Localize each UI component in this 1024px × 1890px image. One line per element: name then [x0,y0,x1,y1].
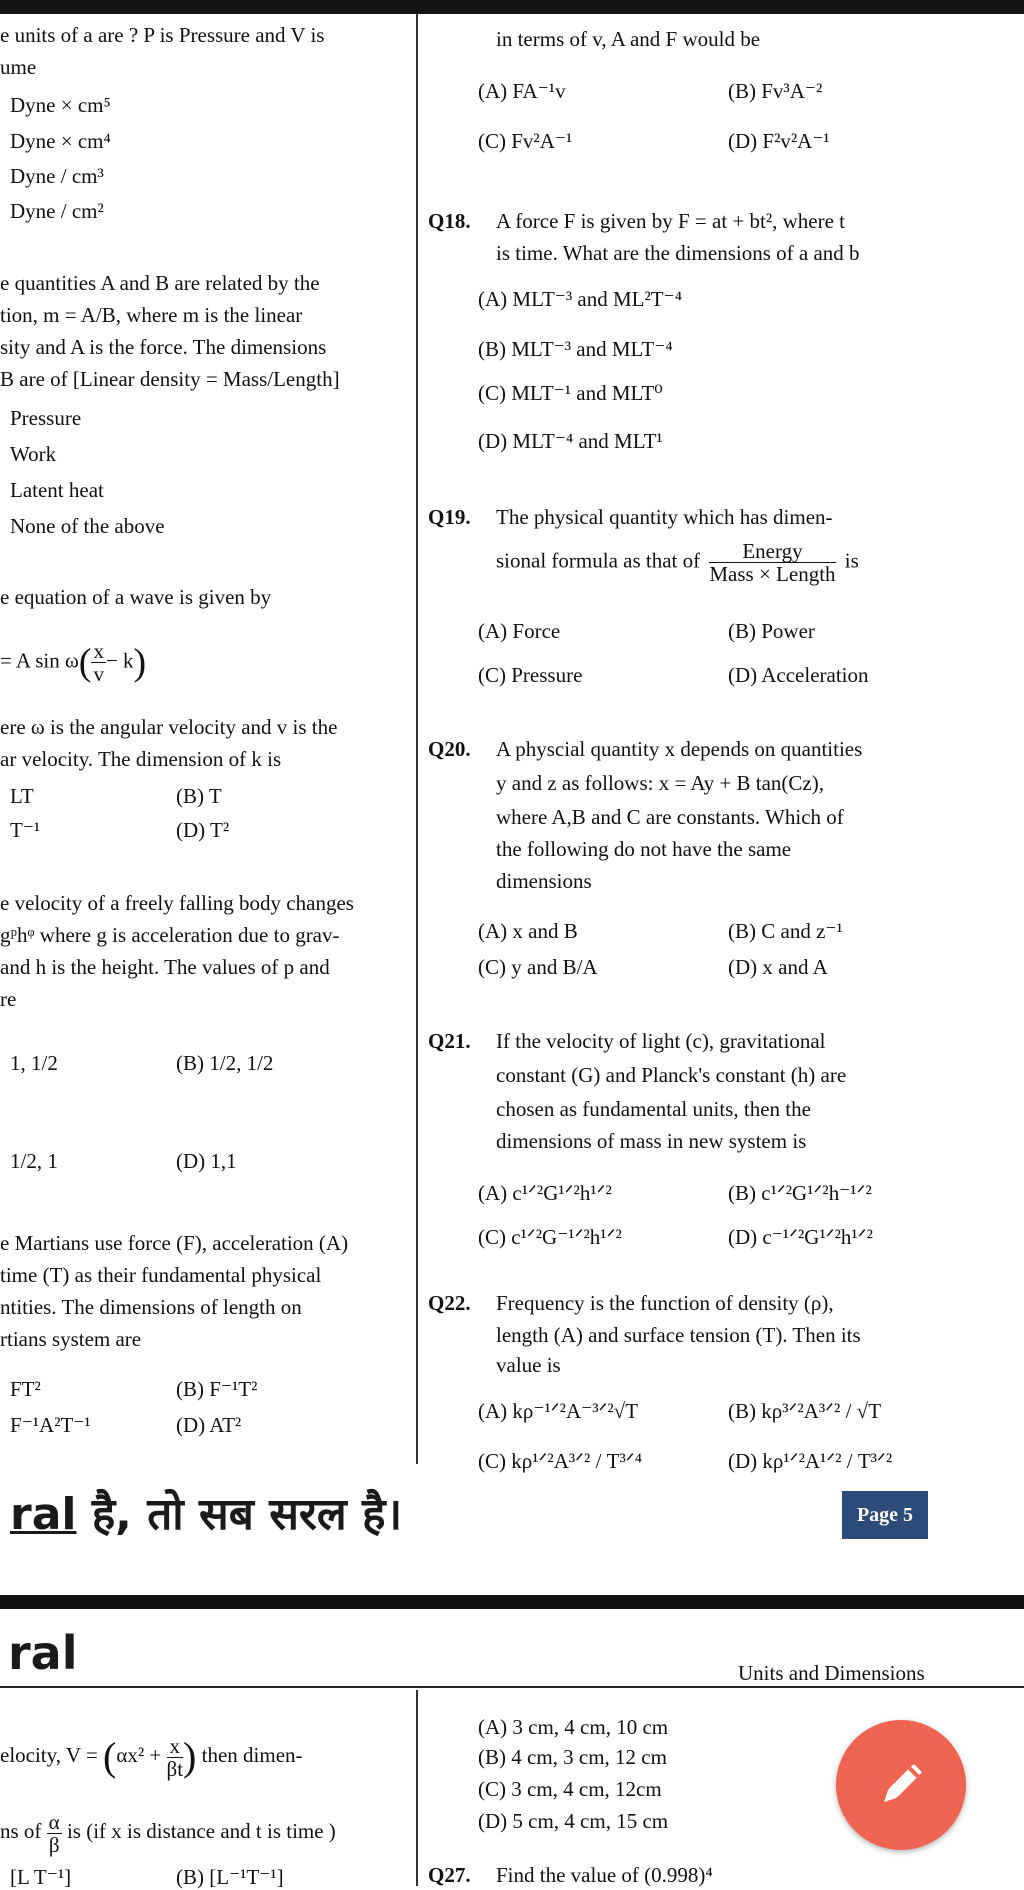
option: (B) 1/2, 1/2 [176,1051,274,1075]
option: None of the above [10,514,165,538]
question-text: Find the value of (0.998)⁴ [496,1863,713,1887]
header-rule [0,1686,1024,1688]
page-separator-bar [0,1595,1024,1609]
option: (C) y and B/A [478,955,598,979]
question-number: Q21. [428,1029,471,1053]
question-text: ere ω is the angular velocity and v is the [0,715,338,739]
question-text: elocity, V = (αx² + $\frac{x}{\beta t}$ ) then dimen- [0,1733,303,1781]
question-number: Q18. [428,209,471,233]
brand-logo-text: ral [8,1626,78,1680]
question-text: chosen as fundamental units, then the [496,1097,811,1121]
option: Pressure [10,406,82,430]
option: (D) kρ¹ᐟ²A¹ᐟ² / T³ᐟ² [728,1449,893,1473]
question-text: The physical quantity which has dimen- [496,505,833,529]
option: T⁻¹ [10,818,41,842]
option: Work [10,442,57,466]
option: (B) C and z⁻¹ [728,919,843,943]
option: (B) F⁻¹T² [176,1377,258,1401]
option: (C) MLT⁻¹ and MLT⁰ [478,381,663,405]
option: (B) c¹ᐟ²G¹ᐟ²h⁻¹ᐟ² [728,1181,872,1205]
question-text: dimensions [496,869,592,893]
option: LT [10,784,34,808]
question-text: rtians system are [0,1327,142,1351]
question-text: constant (G) and Planck's constant (h) are [496,1063,847,1087]
option: (D) AT² [176,1413,242,1437]
question-text: e quantities A and B are related by the [0,271,320,295]
option: (D) Acceleration [728,663,869,687]
question-text: where A,B and C are constants. Which of [496,805,844,829]
option: (D) 5 cm, 4 cm, 15 cm [478,1809,669,1833]
question-text: is time. What are the dimensions of a and b [496,241,860,265]
question-text: in terms of v, A and F would be [496,27,761,51]
question-text: ntities. The dimensions of length on [0,1295,302,1319]
option: (C) c¹ᐟ²G⁻¹ᐟ²h¹ᐟ² [478,1225,622,1249]
option: (B) kρ³ᐟ²A³ᐟ² / √T [728,1399,882,1423]
option: (B) Fv³A⁻² [728,79,823,103]
option: (A) FA⁻¹v [478,79,566,103]
option: FT² [10,1377,41,1401]
option: (B) Power [728,619,815,643]
pencil-icon [871,1755,931,1815]
question-text: e velocity of a freely falling body changes [0,891,354,915]
question-number: Q27. [428,1863,471,1887]
question-text: tion, m = A/B, where m is the linear [0,303,303,327]
wave-equation: = A sin ω( $\frac{x}{v}$ − k) [0,639,147,686]
option: (D) x and A [728,955,828,979]
question-number: Q22. [428,1291,471,1315]
question-text: gᵖhᵠ where g is acceleration due to grav- [0,923,340,947]
question-text: ar velocity. The dimension of k is [0,747,282,771]
question-text: sional formula as that of $\frac{\text{Energy}}{\text{Mass × Length}}$ is [496,539,859,586]
option: (C) Fv²A⁻¹ [478,129,573,153]
question-number: Q20. [428,737,471,761]
question-text: e Martians use force (F), acceleration (A) [0,1231,349,1255]
option: (D) MLT⁻⁴ and MLT¹ [478,429,663,453]
option: (D) 1,1 [176,1149,237,1173]
question-text: re [0,987,17,1011]
option: (A) kρ⁻¹ᐟ²A⁻³ᐟ²√T [478,1399,639,1423]
footer-slogan: ral है, तो सब सरल है। [10,1489,403,1540]
option: (D) F²v²A⁻¹ [728,129,830,153]
question-text: B are of [Linear density = Mass/Length] [0,367,340,391]
option: (D) T² [176,818,230,842]
section-title: Units and Dimensions [738,1661,925,1685]
question-text: dimensions of mass in new system is [496,1129,807,1153]
question-number: Q19. [428,505,471,529]
question-text: If the velocity of light (c), gravitational [496,1029,826,1053]
column-divider [416,14,418,1464]
question-text: e units of a are ? P is Pressure and V is [0,23,325,47]
option: F⁻¹A²T⁻¹ [10,1413,91,1437]
question-text: the following do not have the same [496,837,792,861]
option: (D) c⁻¹ᐟ²G¹ᐟ²h¹ᐟ² [728,1225,873,1249]
question-text: and h is the height. The values of p and [0,955,330,979]
option: (C) Pressure [478,663,583,687]
page-number-badge: Page 5 [842,1491,928,1539]
option: (A) 3 cm, 4 cm, 10 cm [478,1715,669,1739]
option: Dyne × cm⁴ [10,129,111,153]
option: 1, 1/2 [10,1051,58,1075]
question-text: sity and A is the force. The dimensions [0,335,327,359]
question-text: length (A) and surface tension (T). Then its [496,1323,861,1347]
option: (C) kρ¹ᐟ²A³ᐟ² / T³ᐟ⁴ [478,1449,643,1473]
question-text: ns of $\frac{\alpha}{\beta}$ is (if x is distance and t is time ) [0,1809,336,1857]
question-text: ume [0,55,37,79]
option: Dyne / cm² [10,199,104,223]
option: [L T⁻¹] [10,1865,72,1889]
option: (A) Force [478,619,561,643]
option: (B) 4 cm, 3 cm, 12 cm [478,1745,667,1769]
option: (B) T [176,784,222,808]
question-text: A physcial quantity x depends on quantities [496,737,863,761]
option: (A) c¹ᐟ²G¹ᐟ²h¹ᐟ² [478,1181,612,1205]
question-text: e equation of a wave is given by [0,585,272,609]
column-divider [416,1690,418,1886]
option: (B) MLT⁻³ and MLT⁻⁴ [478,337,673,361]
question-text: Frequency is the function of density (ρ), [496,1291,834,1315]
question-text: y and z as follows: x = Ay + B tan(Cz), [496,771,824,795]
option: (C) 3 cm, 4 cm, 12cm [478,1777,662,1801]
option: (A) x and B [478,919,578,943]
option: (A) MLT⁻³ and ML²T⁻⁴ [478,287,683,311]
question-text: A force F is given by F = at + bt², where t [496,209,846,233]
option: Latent heat [10,478,104,502]
option: 1/2, 1 [10,1149,58,1173]
question-text: value is [496,1353,561,1377]
question-text: time (T) as their fundamental physical [0,1263,322,1287]
option: Dyne / cm³ [10,164,104,188]
option: Dyne × cm⁵ [10,93,111,117]
option: (B) [L⁻¹T⁻¹] [176,1865,284,1889]
edit-fab-button[interactable] [836,1720,966,1850]
top-dark-bar [0,0,1024,14]
